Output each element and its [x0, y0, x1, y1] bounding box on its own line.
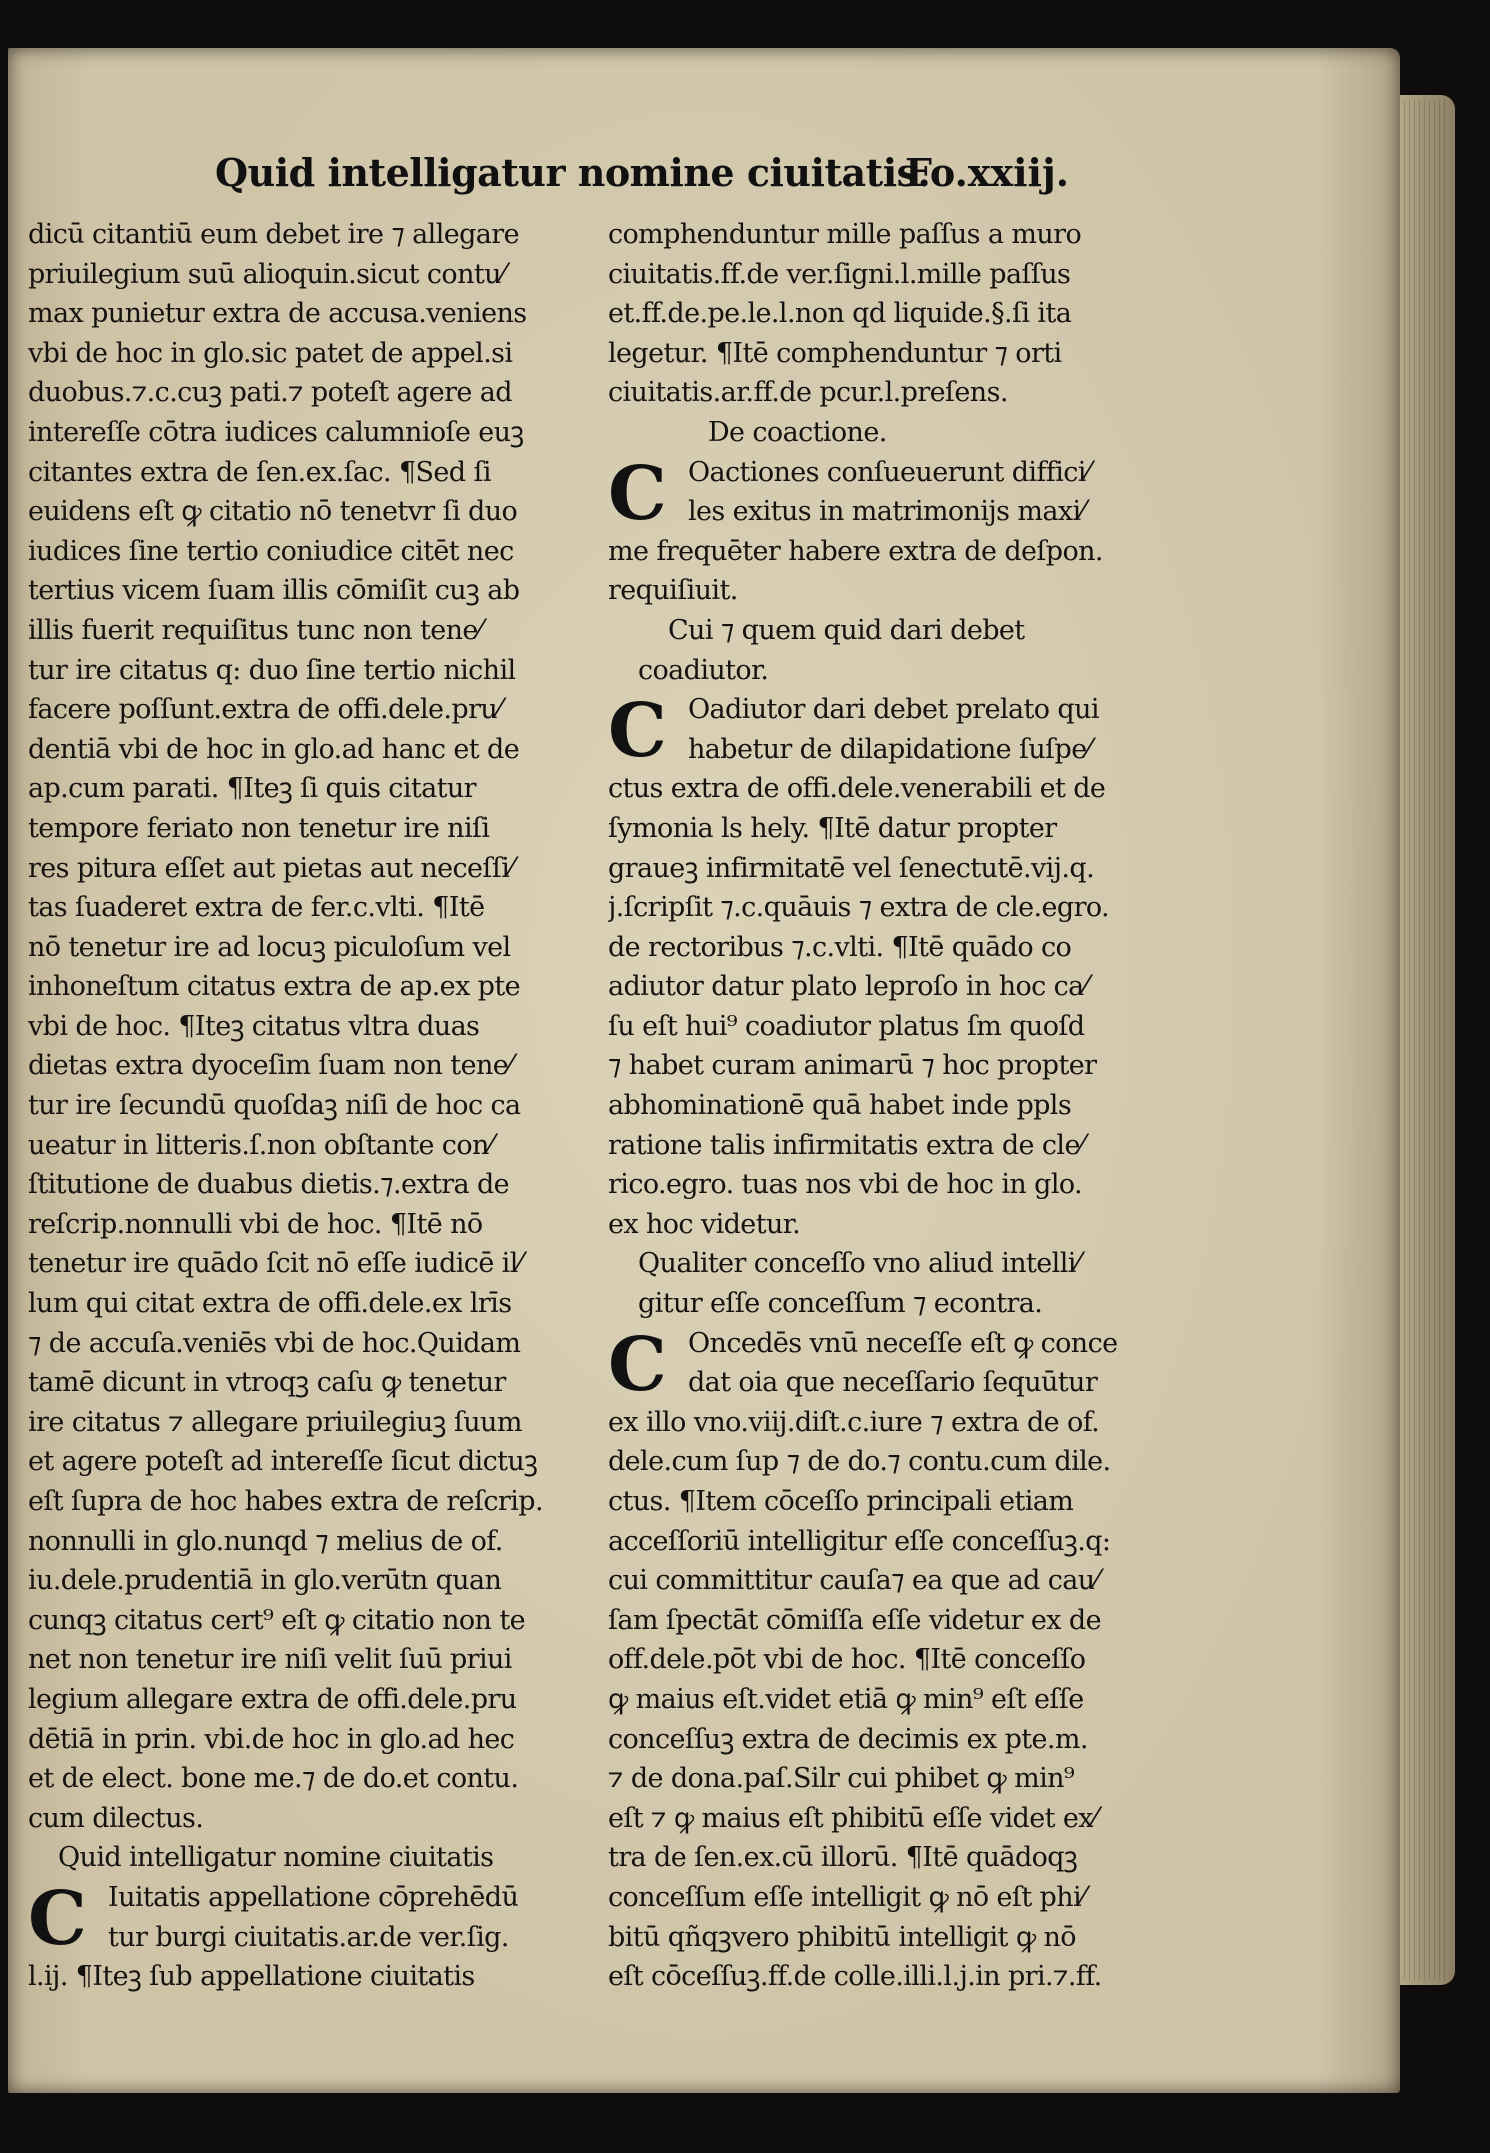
text-line: bitū qñqꝫvero phibitū intelligit ꝙ nō: [608, 1921, 1076, 1953]
section-heading: Quid intelligatur nomine ciuitatis: [58, 1842, 494, 1874]
text-line: legetur. ¶Itē comphenduntur ⁊ orti: [608, 337, 1062, 369]
text-line: ſtitutione de duabus dietis.⁊.extra de: [28, 1169, 510, 1201]
drop-capital: C: [28, 1875, 87, 1962]
text-line: conceſſuꝫ extra de decimis ex pte.m.: [608, 1723, 1088, 1755]
text-line: vbi de hoc. ¶Iteꝫ citatus vltra duas: [28, 1010, 480, 1042]
text-line: dele.cum ſup ⁊ de do.⁊ contu.cum dile.: [608, 1446, 1111, 1478]
left-column: [28, 215, 598, 1997]
text-line: Oncedēs vnū neceſſe eſt ꝙ conce: [688, 1327, 1118, 1359]
drop-capital: C: [608, 450, 667, 537]
text-line: ctus extra de offi.dele.venerabili et de: [608, 773, 1106, 805]
text-line: ⁊ de dona.paſ.Silr cui phibet ꝙ min⁹: [608, 1763, 1075, 1795]
text-line: cum dilectus.: [28, 1802, 204, 1834]
text-line: dat oia que neceſſario ſequūtur: [688, 1367, 1098, 1399]
text-line: adiutor datur plato leproſo in hoc ca⁄: [608, 971, 1088, 1003]
text-line: me frequēter habere extra de deſpon.: [608, 535, 1103, 567]
text-line: tamē dicunt in vtroqꝫ caſu ꝙ tenetur: [28, 1367, 506, 1399]
text-line: illis fuerit requiſitus tunc non tene⁄: [28, 614, 482, 646]
text-line: dietas extra dyoceſim ſuam non tene⁄: [28, 1050, 513, 1082]
text-line: tur ire ſecundū quoſdaꝫ niſi de hoc ca: [28, 1090, 521, 1122]
text-line: ex hoc videtur.: [608, 1208, 801, 1240]
text-line: tur burgi ciuitatis.ar.de ver.ſig.: [108, 1921, 509, 1953]
text-line: eſt ⁊ ꝙ maius eſt phibitū eſſe videt ex⁄: [608, 1802, 1097, 1834]
drop-paragraph: [608, 688, 1180, 775]
running-header: [215, 150, 1115, 210]
text-line: ciuitatis.ff.de ver.ſigni.l.mille paſſus: [608, 258, 1071, 290]
text-line: ſam ſpectāt cōmiſſa eſſe videtur ex de: [608, 1604, 1101, 1636]
text-line: max punietur extra de accusa.veniens: [28, 298, 527, 330]
text-line: Oadiutor dari debet prelato qui: [688, 694, 1099, 726]
text-line: graueꝫ infirmitatē vel ſenectutē.vij.q.: [608, 852, 1095, 884]
text-line: nonnulli in glo.nunqd ⁊ melius de of.: [28, 1525, 503, 1557]
text-line: ⁊ de accuſa.veniēs vbi de hoc.Quidam: [28, 1327, 521, 1359]
text-line: legium allegare extra de offi.dele.pru: [28, 1683, 517, 1715]
text-line: iu.dele.prudentiā in glo.verūtn quan: [28, 1565, 502, 1597]
right-body-text: [608, 215, 1180, 413]
text-line: citantes extra de ſen.ex.ſac. ¶Sed ſi: [28, 456, 491, 488]
text-line: ire citatus ⁊ allegare priuilegiuꝫ ſuum: [28, 1406, 522, 1438]
right-body-text: [608, 1403, 1180, 1997]
right-body-text: [608, 532, 1180, 611]
text-line: rico.egro. tuas nos vbi de hoc in glo.: [608, 1169, 1083, 1201]
text-line: dentiā vbi de hoc in glo.ad hanc et de: [28, 733, 520, 765]
text-line: dētiā in prin. vbi.de hoc in glo.ad hec: [28, 1723, 515, 1755]
text-line: et.ff.de.pe.le.l.non qd liquide.§.ſi ita: [608, 298, 1072, 330]
text-line: net non tenetur ire niſi velit ſuū priui: [28, 1644, 512, 1676]
text-line: ſu eſt hui⁹ coadiutor platus ſm quoſd: [608, 1010, 1085, 1042]
text-line: tertius vicem ſuam illis cōmiſit cuꝫ ab: [28, 575, 520, 607]
text-line: ratione talis infirmitatis extra de cle⁄: [608, 1129, 1084, 1161]
text-line: off.dele.pōt vbi de hoc. ¶Itē conceſſo: [608, 1644, 1086, 1676]
left-body-text: [28, 215, 598, 1838]
text-line: dicū citantiū eum debet ire ⁊ allegare: [28, 219, 519, 250]
text-line: tempore feriato non tenetur ire niſi: [28, 812, 490, 844]
text-line: et agere poteſt ad intereſſe ſicut dictuꝫ: [28, 1446, 538, 1478]
text-line: requiſiuit.: [608, 575, 738, 607]
text-line: ctus. ¶Item cōceſſo principali etiam: [608, 1486, 1074, 1517]
text-line: ap.cum parati. ¶Iteꝫ ſi quis citatur: [28, 773, 476, 805]
text-line: tur ire citatus q: duo ſine tertio nichil: [28, 654, 516, 686]
text-line: Oactiones conſueuerunt diffici⁄: [688, 456, 1090, 488]
text-line: l.ij. ¶Iteꝫ ſub appellatione ciuitatis: [28, 1961, 475, 1993]
text-line: de rectoribus ⁊.c.vlti. ¶Itē quādo co: [608, 931, 1072, 963]
section-heading: Qualiter conceſſo vno aliud intelli⁄: [638, 1248, 1080, 1280]
text-line: ciuitatis.ar.ff.de pcur.l.preſens.: [608, 377, 1008, 409]
section-heading: gitur eſſe conceſſum ⁊ econtra.: [638, 1288, 1043, 1320]
section-heading: Cui ⁊ quem quid dari debet: [668, 614, 1025, 646]
right-body-text: [608, 769, 1180, 1244]
text-line: conceſſum eſſe intelligit ꝙ nō eſt phi⁄: [608, 1881, 1085, 1913]
text-line: tas ſuaderet extra de fer.c.vlti. ¶Itē: [28, 892, 485, 924]
section-heading: coadiutor.: [638, 654, 769, 686]
text-line: et de elect. bone me.⁊ de do.et contu.: [28, 1763, 519, 1795]
text-line: j.ſcripſit ⁊.c.quāuis ⁊ extra de cle.egro.: [608, 892, 1110, 924]
text-line: iudices ſine tertio coniudice citēt nec: [28, 535, 514, 567]
drop-paragraph: [608, 1321, 1180, 1408]
text-line: abhominationē quā habet inde ppls: [608, 1090, 1072, 1122]
drop-capital: C: [608, 1321, 667, 1408]
text-line: cunqꝫ citatus cert⁹ eſt ꝙ citatio non te: [28, 1604, 525, 1636]
text-line: euidens eſt ꝙ citatio nō tenetvr ſi duo: [28, 496, 518, 528]
page-edge-lines: [1404, 100, 1448, 1980]
text-line: res pitura eſſet aut pietas aut neceſſi⁄: [28, 852, 514, 884]
section-heading: De coactione.: [708, 416, 887, 448]
text-line: cui committitur cauſa⁊ ea que ad cau⁄: [608, 1565, 1099, 1597]
text-line: intereſſe cōtra iudices calumnioſe euꝫ: [28, 416, 524, 448]
text-line: ſymonia ls hely. ¶Itē datur propter: [608, 812, 1057, 844]
text-line: ⁊ habet curam animarū ⁊ hoc propter: [608, 1050, 1097, 1082]
text-line: eſt ſupra de hoc habes extra de reſcrip.: [28, 1486, 543, 1517]
text-line: Iuitatis appellatione cōprehēdū: [108, 1881, 519, 1913]
folio-number: Fo.xxiij.: [905, 150, 1069, 195]
text-line: facere poſſunt.extra de offi.dele.pru⁄: [28, 694, 502, 726]
text-line: priuilegium suū alioquin.sicut contu⁄: [28, 258, 505, 290]
text-line: ꝙ maius eſt.videt etiā ꝙ min⁹ eſt eſſe: [608, 1683, 1084, 1715]
text-line: tenetur ire quādo ſcit nō eſſe iudicē il⁄: [28, 1248, 522, 1280]
text-line: ueatur in litteris.ſ.non obſtante con⁄: [28, 1129, 493, 1161]
drop-capital: C: [608, 688, 667, 775]
text-line: habetur de dilapidatione ſuſpe⁄: [688, 733, 1091, 765]
text-line: ex illo vno.viij.diſt.c.iure ⁊ extra de of.: [608, 1406, 1100, 1438]
text-line: lum qui citat extra de offi.dele.ex lrīs: [28, 1288, 512, 1320]
text-line: nō tenetur ire ad locuꝫ piculoſum vel: [28, 931, 511, 963]
text-line: inhoneſtum citatus extra de ap.ex pte: [28, 971, 520, 1003]
drop-paragraph: [28, 1875, 598, 1997]
drop-paragraph: [608, 450, 1180, 537]
text-line: tra de ſen.ex.cū illorū. ¶Itē quādoqꝫ: [608, 1842, 1078, 1874]
text-line: les exitus in matrimonijs maxi⁄: [688, 496, 1085, 528]
text-line: duobus.⁊.c.cuꝫ pati.⁊ poteſt agere ad: [28, 377, 512, 409]
text-line: reſcrip.nonnulli vbi de hoc. ¶Itē nō: [28, 1208, 483, 1240]
text-line: acceſſoriū intelligitur eſſe conceſſuꝫ.q:: [608, 1525, 1111, 1557]
text-line: comphenduntur mille paſſus a muro: [608, 219, 1082, 250]
right-column: [608, 215, 1180, 1997]
running-title: Quid intelligatur nomine ciuitatis.: [215, 150, 931, 195]
text-line: vbi de hoc in glo.sic patet de appel.si: [28, 337, 513, 369]
text-line: eſt cōceſſuꝫ.ff.de colle.illi.l.j.in pri.⁊.ff.: [608, 1961, 1102, 1993]
